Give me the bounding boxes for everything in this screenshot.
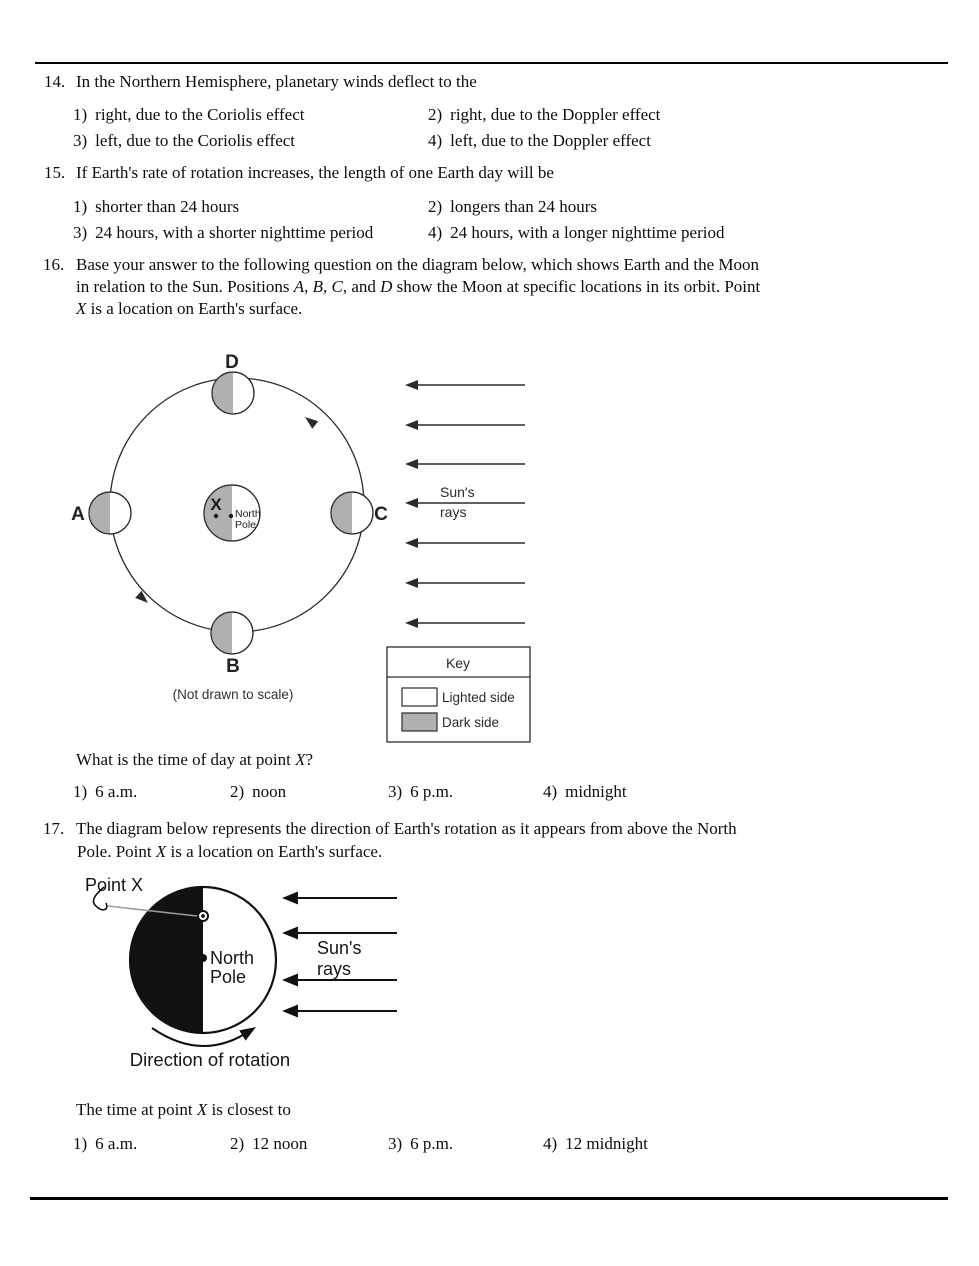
question-text-line: Pole. Point X is a location on Earth's surface. <box>77 842 383 861</box>
option <box>73 197 239 217</box>
suns-rays-label: rays <box>317 959 352 979</box>
option-number: 4) <box>543 1134 558 1153</box>
option-label: 12 midnight <box>565 1134 648 1153</box>
option <box>543 782 627 802</box>
option-number: 2) <box>428 105 443 124</box>
option-number: 2) <box>428 197 443 216</box>
north-pole-label: North <box>235 508 261 520</box>
option <box>428 131 651 151</box>
option <box>428 223 725 243</box>
option-number: 3) <box>73 223 88 242</box>
sun-rays <box>418 385 525 623</box>
north-pole-dot <box>229 514 233 518</box>
q16-sub-question: What is the time of day at point X? <box>76 750 313 769</box>
question-text: In the Northern Hemisphere, planetary winds deflect to the <box>76 72 477 91</box>
question-number: 14. <box>44 72 66 91</box>
option-number: 1) <box>73 782 88 801</box>
dark-side-label: Dark side <box>442 715 500 730</box>
option-number: 2) <box>230 782 245 801</box>
option-label: longers than 24 hours <box>450 197 598 216</box>
option-number: 4) <box>428 131 443 150</box>
suns-rays-label: Sun's <box>317 938 362 958</box>
option <box>428 197 597 217</box>
option-label: right, due to the Coriolis effect <box>95 105 305 124</box>
question-text: If Earth's rate of rotation increases, the length of one Earth day will be <box>76 163 554 182</box>
point-x-dot-center <box>201 914 205 918</box>
option-number: 1) <box>73 105 88 124</box>
option-number: 1) <box>73 1134 88 1153</box>
point-x-dot <box>214 514 218 518</box>
key-title: Key <box>445 655 471 671</box>
question-number: 16. <box>43 255 65 274</box>
north-pole-dot <box>199 954 207 962</box>
option <box>73 1134 137 1154</box>
option-label: 12 noon <box>252 1134 308 1153</box>
suns-rays-label: Sun's <box>440 484 475 500</box>
option <box>230 1134 307 1154</box>
q17-sub-question: The time at point X is closest to <box>76 1100 291 1119</box>
option <box>388 782 453 802</box>
option-label: 6 a.m. <box>95 1134 138 1153</box>
option <box>230 782 286 802</box>
north-pole-label: Pole <box>210 967 247 987</box>
earth-rotation-diagram <box>70 870 410 1075</box>
bottom-rule <box>30 1197 948 1200</box>
question-text-line: X is a location on Earth's surface. <box>76 299 303 318</box>
option-number: 1) <box>73 197 88 216</box>
moon-position-c <box>331 492 388 534</box>
option <box>73 131 295 151</box>
option-label: 24 hours, with a longer nighttime period <box>450 223 725 242</box>
label-c: C <box>374 504 388 525</box>
direction-of-rotation-label: Direction of rotation <box>129 1049 291 1070</box>
option-label: shorter than 24 hours <box>95 197 240 216</box>
option-label: 6 p.m. <box>410 1134 454 1153</box>
point-x-label: X <box>210 495 222 514</box>
moon-position-d <box>212 352 254 414</box>
option <box>73 223 373 243</box>
option-label: 6 a.m. <box>95 782 138 801</box>
option-label: 6 p.m. <box>410 782 454 801</box>
question-number: 17. <box>43 819 65 838</box>
north-pole-label: North <box>210 948 255 968</box>
orbit-arrow-lower <box>135 591 151 607</box>
option <box>428 105 660 125</box>
option-number: 2) <box>230 1134 245 1153</box>
option-label: left, due to the Doppler effect <box>450 131 651 150</box>
point-x-label: Point X <box>85 875 144 895</box>
moon-position-b <box>211 612 253 677</box>
option-number: 3) <box>388 782 403 801</box>
label-d: D <box>225 352 239 373</box>
label-b: B <box>226 656 240 677</box>
option <box>388 1134 453 1154</box>
earth <box>204 485 261 541</box>
option-number: 3) <box>73 131 88 150</box>
option-number: 4) <box>543 782 558 801</box>
lighted-side-label: Lighted side <box>442 690 515 705</box>
option <box>73 105 304 125</box>
option-label: midnight <box>565 782 627 801</box>
question-text-line: in relation to the Sun. Positions A, B, C, and D show the Moon at specific locations in its orbit. Point <box>76 277 761 296</box>
option <box>543 1134 648 1154</box>
north-pole-label: Pole <box>235 519 257 531</box>
moon-position-a <box>71 492 131 534</box>
rotation-arrowhead <box>239 1022 259 1041</box>
moon-orbit-diagram <box>55 345 555 745</box>
option-label: 24 hours, with a shorter nighttime period <box>95 223 374 242</box>
option-label: right, due to the Doppler effect <box>450 105 661 124</box>
question-number: 15. <box>44 163 66 182</box>
key-box <box>387 647 530 742</box>
top-rule <box>35 62 948 64</box>
lighted-side-swatch <box>402 688 437 706</box>
option-number: 4) <box>428 223 443 242</box>
option-number: 3) <box>388 1134 403 1153</box>
orbit-arrow-upper <box>302 413 318 429</box>
suns-rays-label: rays <box>440 504 467 520</box>
option <box>73 782 137 802</box>
label-a: A <box>71 504 85 525</box>
question-text-line: Base your answer to the following question on the diagram below, which shows Earth and the Moon <box>76 255 760 274</box>
option-label: noon <box>252 782 287 801</box>
question-text-line: The diagram below represents the direction of Earth's rotation as it appears from above the North <box>76 819 737 838</box>
option-label: left, due to the Coriolis effect <box>95 131 296 150</box>
dark-side-swatch <box>402 713 437 731</box>
scale-note: (Not drawn to scale) <box>172 687 294 702</box>
